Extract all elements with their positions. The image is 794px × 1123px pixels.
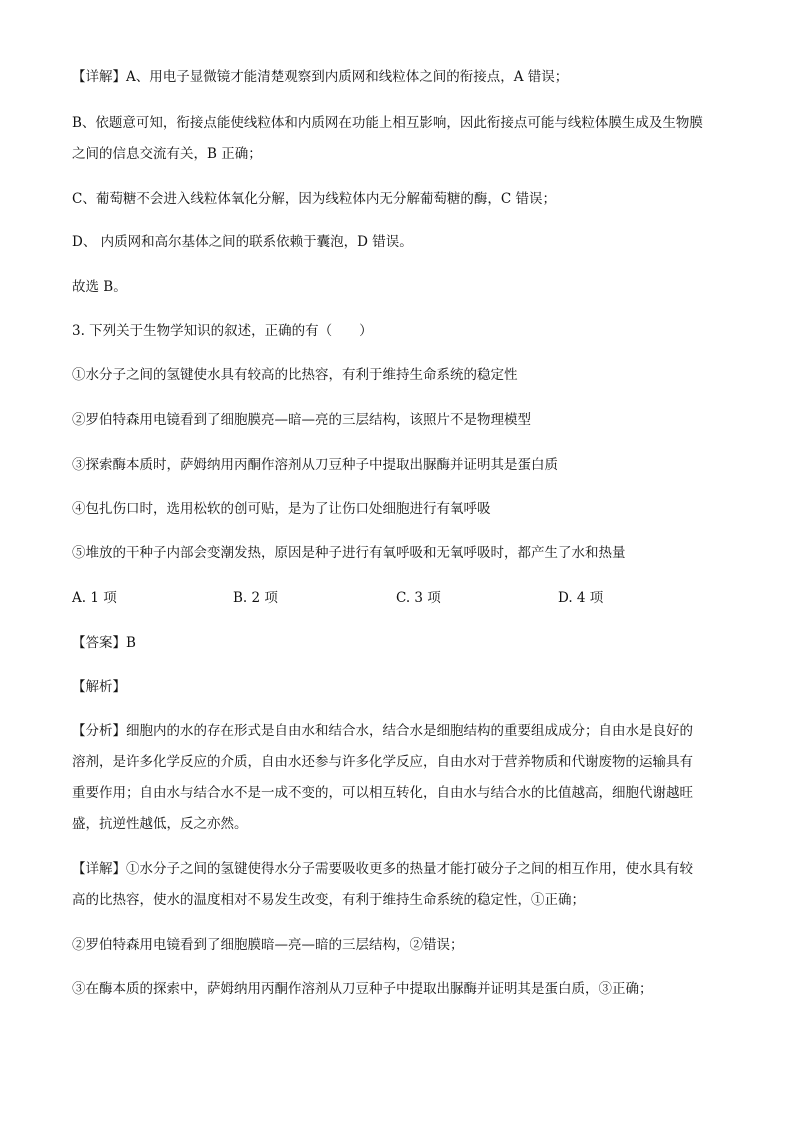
conclusion-line: 故选 B。	[72, 279, 127, 295]
detail2-line-4: ③在酶本质的探索中，萨姆纳用丙酮作溶剂从刀豆种子中提取出脲酶并证明其是蛋白质，③正确；	[72, 981, 653, 997]
detail2-line-1: 【详解】①水分子之间的氢键使得水分子需要吸收更多的热量才能打破分子之间的相互作用，使水具有较	[72, 861, 693, 877]
question-stem: 3. 下列关于生物学知识的叙述，正确的有（ ）	[72, 323, 373, 339]
answer-line: 【答案】B	[72, 635, 136, 651]
analysis-line-4: 盛，抗逆性越低，反之亦然。	[72, 816, 248, 832]
statement-2: ②罗伯特森用电镜看到了细胞膜亮—暗—亮的三层结构，该照片不是物理模型	[72, 412, 531, 428]
option-a: A. 1 项	[72, 590, 117, 606]
option-c: C. 3 项	[396, 590, 441, 606]
detail-line-b1: B、依题意可知，衔接点能使线粒体和内质网在功能上相互影响，因此衔接点可能与线粒体膜生成及生物膜	[72, 115, 703, 131]
statement-4: ④包扎伤口时，选用松软的创可贴，是为了让伤口处细胞进行有氧呼吸	[72, 501, 491, 517]
detail-line-d: D、 内质网和高尔基体之间的联系依赖于囊泡，D 错误。	[72, 234, 413, 250]
option-b: B. 2 项	[233, 590, 278, 606]
statement-1: ①水分子之间的氢键使水具有较高的比热容，有利于维持生命系统的稳定性	[72, 367, 518, 383]
detail2-line-2: 高的比热容，使水的温度相对不易发生改变，有利于维持生命系统的稳定性，①正确；	[72, 892, 585, 908]
detail-line-b2: 之间的信息交流有关，B 正确；	[72, 146, 262, 162]
detail-line-c: C、葡萄糖不会进入线粒体氧化分解，因为线粒体内无分解葡萄糖的酶，C 错误；	[72, 191, 556, 207]
option-d: D. 4 项	[558, 590, 604, 606]
analysis-line-3: 重要作用；自由水与结合水不是一成不变的，可以相互转化，自由水与结合水的比值越高，细胞代谢越旺	[72, 785, 693, 801]
detail2-line-3: ②罗伯特森用电镜看到了细胞膜暗—亮—暗的三层结构，②错误；	[72, 937, 464, 953]
analysis-line-2: 溶剂，是许多化学反应的介质，自由水还参与许多化学反应，自由水对于营养物质和代谢废物的运输具有	[72, 754, 693, 770]
analysis-line-1: 【分析】细胞内的水的存在形式是自由水和结合水，结合水是细胞结构的重要组成成分；自由水是良好的	[72, 723, 693, 739]
statement-5: ⑤堆放的干种子内部会变潮发热，原因是种子进行有氧呼吸和无氧呼吸时，都产生了水和热量	[72, 545, 626, 561]
analysis-heading: 【解析】	[72, 679, 126, 695]
statement-3: ③探索酶本质时，萨姆纳用丙酮作溶剂从刀豆种子中提取出脲酶并证明其是蛋白质	[72, 457, 558, 473]
detail-line-a: 【详解】A、用电子显微镜才能清楚观察到内质网和线粒体之间的衔接点，A 错误；	[72, 69, 569, 85]
